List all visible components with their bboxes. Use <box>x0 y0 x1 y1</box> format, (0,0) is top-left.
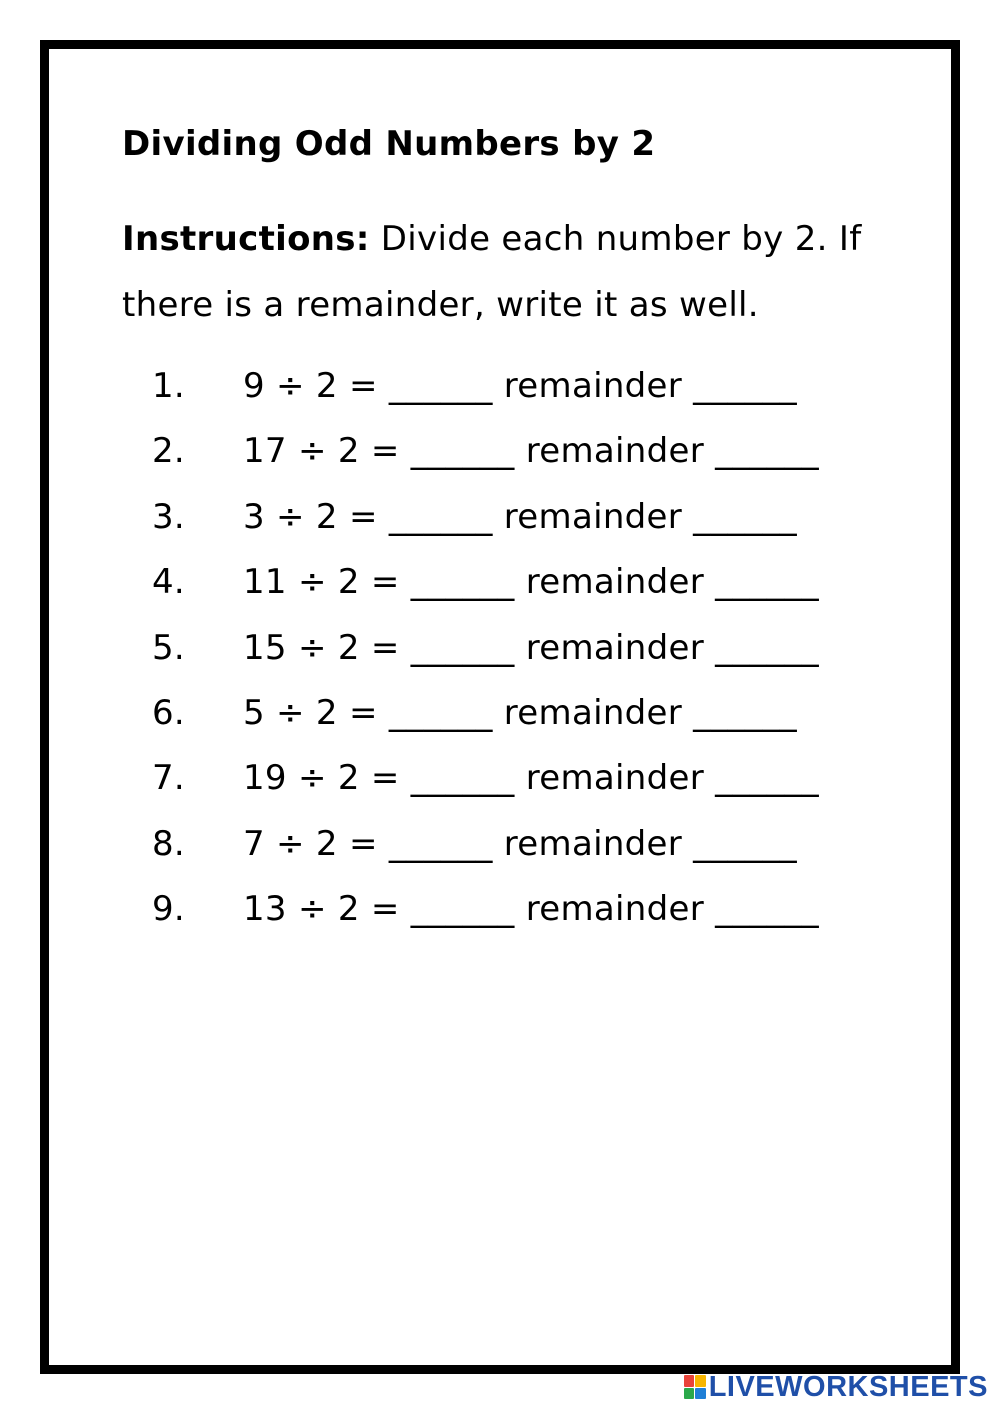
problem-number: 5. <box>152 627 186 668</box>
problem-text: 15 ÷ 2 = ______ remainder ______ <box>243 627 819 668</box>
badge-square <box>684 1388 695 1400</box>
problem-number: 8. <box>152 823 186 864</box>
problem-text: 9 ÷ 2 = ______ remainder ______ <box>243 366 797 406</box>
problem-number: 2. <box>152 431 186 472</box>
problem-item <box>152 425 819 490</box>
badge-square <box>695 1388 706 1400</box>
problem-item <box>152 752 819 817</box>
problem-item <box>152 687 819 752</box>
problem-item <box>152 818 819 883</box>
problem-item <box>152 622 819 687</box>
problem-text: 19 ÷ 2 = ______ remainder ______ <box>243 758 819 799</box>
brand-name: LIVEWORKSHEETS <box>708 1370 988 1403</box>
problem-text: 11 ÷ 2 = ______ remainder ______ <box>243 562 819 603</box>
problem-number: 7. <box>152 758 186 799</box>
badge-square <box>684 1375 695 1387</box>
liveworksheets-badge-icon <box>684 1375 706 1399</box>
problem-list <box>152 360 819 949</box>
worksheet-title: Dividing Odd Numbers by 2 <box>122 124 656 164</box>
problem-text: 3 ÷ 2 = ______ remainder ______ <box>243 496 797 537</box>
instructions <box>122 206 902 338</box>
problem-text: 17 ÷ 2 = ______ remainder ______ <box>243 431 819 472</box>
badge-square <box>695 1375 706 1387</box>
instructions-label: Instructions: <box>122 219 370 259</box>
problem-number: 3. <box>152 496 186 537</box>
problem-item <box>152 360 819 425</box>
problem-item <box>152 883 819 948</box>
problem-text: 7 ÷ 2 = ______ remainder ______ <box>243 823 797 864</box>
problem-number: 9. <box>152 889 186 930</box>
problem-number: 1. <box>152 366 186 406</box>
problem-text: 5 ÷ 2 = ______ remainder ______ <box>243 692 797 733</box>
liveworksheets-logo <box>684 1372 988 1402</box>
problem-number: 6. <box>152 692 186 733</box>
problem-item <box>152 491 819 556</box>
problem-text: 13 ÷ 2 = ______ remainder ______ <box>243 889 819 930</box>
problem-item <box>152 556 819 621</box>
instructions-text: Divide each number by 2. If there is a remainder, write it as well. <box>122 219 862 325</box>
problem-number: 4. <box>152 562 186 603</box>
